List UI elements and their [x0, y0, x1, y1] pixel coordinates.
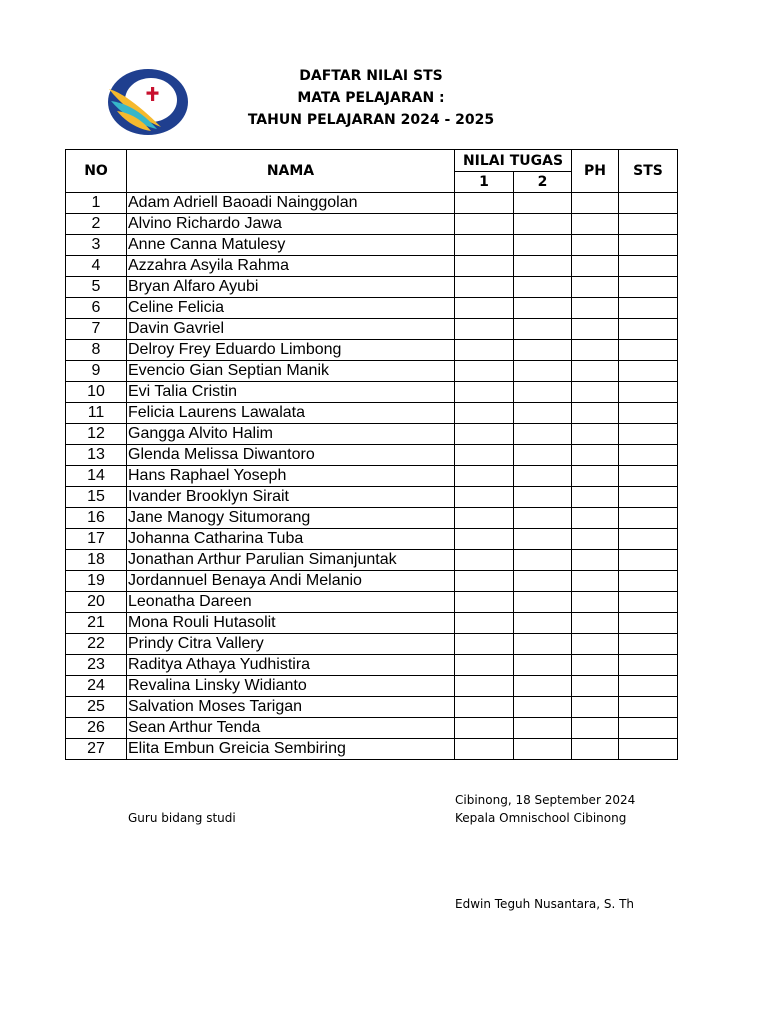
student-number: 22 [66, 634, 127, 655]
column-header-sts: STS [619, 150, 678, 193]
score-tugas-2[interactable] [514, 382, 572, 403]
student-name: Delroy Frey Eduardo Limbong [127, 340, 455, 361]
table-row [66, 298, 678, 319]
score-sts[interactable] [619, 550, 678, 571]
score-sts[interactable] [619, 676, 678, 697]
student-number: 24 [66, 676, 127, 697]
score-ph[interactable] [572, 340, 619, 361]
student-number: 8 [66, 340, 127, 361]
score-tugas-2[interactable] [514, 298, 572, 319]
table-row [66, 676, 678, 697]
score-sts[interactable] [619, 214, 678, 235]
table-row [66, 529, 678, 550]
score-sts[interactable] [619, 739, 678, 760]
score-tugas-1[interactable] [455, 319, 514, 340]
score-tugas-2[interactable] [514, 403, 572, 424]
score-tugas-1[interactable] [455, 466, 514, 487]
student-number: 7 [66, 319, 127, 340]
score-tugas-2[interactable] [514, 319, 572, 340]
table-row [66, 235, 678, 256]
score-sts[interactable] [619, 193, 678, 214]
table-row [66, 382, 678, 403]
score-tugas-2[interactable] [514, 676, 572, 697]
column-header-nilai-tugas: NILAI TUGAS [455, 150, 572, 172]
student-number: 1 [66, 193, 127, 214]
student-number: 20 [66, 592, 127, 613]
score-tugas-1[interactable] [455, 403, 514, 424]
student-number: 11 [66, 403, 127, 424]
score-sts[interactable] [619, 403, 678, 424]
score-sts[interactable] [619, 382, 678, 403]
score-tugas-2[interactable] [514, 655, 572, 676]
table-row [66, 277, 678, 298]
score-tugas-2[interactable] [514, 529, 572, 550]
table-row [66, 214, 678, 235]
table-row [66, 340, 678, 361]
score-ph[interactable] [572, 739, 619, 760]
score-ph[interactable] [572, 193, 619, 214]
student-name: Celine Felicia [127, 298, 455, 319]
score-ph[interactable] [572, 550, 619, 571]
student-number: 5 [66, 277, 127, 298]
score-ph[interactable] [572, 361, 619, 382]
student-number: 21 [66, 613, 127, 634]
score-ph[interactable] [572, 235, 619, 256]
student-number: 4 [66, 256, 127, 277]
student-name: Jordannuel Benaya Andi Melanio [127, 571, 455, 592]
score-sts[interactable] [619, 634, 678, 655]
score-ph[interactable] [572, 382, 619, 403]
table-row [66, 613, 678, 634]
score-ph[interactable] [572, 277, 619, 298]
score-ph[interactable] [572, 697, 619, 718]
score-tugas-1[interactable] [455, 592, 514, 613]
student-name: Anne Canna Matulesy [127, 235, 455, 256]
score-sts[interactable] [619, 340, 678, 361]
score-ph[interactable] [572, 256, 619, 277]
score-ph[interactable] [572, 718, 619, 739]
student-name: Elita Embun Greicia Sembiring [127, 739, 455, 760]
score-ph[interactable] [572, 592, 619, 613]
student-name: Evi Talia Cristin [127, 382, 455, 403]
score-ph[interactable] [572, 403, 619, 424]
student-number: 27 [66, 739, 127, 760]
score-tugas-2[interactable] [514, 256, 572, 277]
column-header-name: NAMA [127, 150, 455, 193]
score-tugas-1[interactable] [455, 193, 514, 214]
table-row [66, 487, 678, 508]
student-name: Azzahra Asyila Rahma [127, 256, 455, 277]
principal-label: Kepala Omnischool Cibinong [455, 811, 627, 825]
student-number: 6 [66, 298, 127, 319]
table-row [66, 319, 678, 340]
score-ph[interactable] [572, 487, 619, 508]
table-row [66, 550, 678, 571]
table-row [66, 634, 678, 655]
table-row [66, 571, 678, 592]
student-number: 14 [66, 466, 127, 487]
score-ph[interactable] [572, 214, 619, 235]
student-number: 19 [66, 571, 127, 592]
student-number: 16 [66, 508, 127, 529]
score-tugas-2[interactable] [514, 613, 572, 634]
score-ph[interactable] [572, 613, 619, 634]
score-tugas-2[interactable] [514, 193, 572, 214]
student-number: 15 [66, 487, 127, 508]
student-name: Ivander Brooklyn Sirait [127, 487, 455, 508]
column-header-tugas-1: 1 [455, 172, 514, 193]
table-row [66, 655, 678, 676]
score-sts[interactable] [619, 571, 678, 592]
score-tugas-2[interactable] [514, 634, 572, 655]
table-row [66, 403, 678, 424]
score-tugas-2[interactable] [514, 739, 572, 760]
table-row [66, 466, 678, 487]
score-tugas-1[interactable] [455, 718, 514, 739]
score-tugas-2[interactable] [514, 361, 572, 382]
column-header-no: NO [66, 150, 127, 193]
score-tugas-1[interactable] [455, 634, 514, 655]
score-ph[interactable] [572, 676, 619, 697]
student-number: 9 [66, 361, 127, 382]
score-tugas-2[interactable] [514, 424, 572, 445]
table-row [66, 718, 678, 739]
score-ph[interactable] [572, 634, 619, 655]
score-sts[interactable] [619, 235, 678, 256]
place-date: Cibinong, 18 September 2024 [455, 793, 636, 807]
student-number: 10 [66, 382, 127, 403]
score-tugas-1[interactable] [455, 487, 514, 508]
score-tugas-1[interactable] [455, 571, 514, 592]
student-name: Bryan Alfaro Ayubi [127, 277, 455, 298]
principal-name: Edwin Teguh Nusantara, S. Th [455, 897, 635, 911]
score-ph[interactable] [572, 529, 619, 550]
table-row [66, 256, 678, 277]
score-tugas-1[interactable] [455, 445, 514, 466]
student-name: Mona Rouli Hutasolit [127, 613, 455, 634]
column-header-ph: PH [572, 150, 619, 193]
score-ph[interactable] [572, 319, 619, 340]
score-sts[interactable] [619, 298, 678, 319]
student-name: Adam Adriell Baoadi Nainggolan [127, 193, 455, 214]
score-sts[interactable] [619, 256, 678, 277]
student-name: Johanna Catharina Tuba [127, 529, 455, 550]
student-name: Revalina Linsky Widianto [127, 676, 455, 697]
table-row [66, 508, 678, 529]
score-tugas-2[interactable] [514, 592, 572, 613]
score-sts[interactable] [619, 529, 678, 550]
student-name: Jonathan Arthur Parulian Simanjuntak [127, 550, 455, 571]
score-sts[interactable] [619, 319, 678, 340]
student-name: Alvino Richardo Jawa [127, 214, 455, 235]
table-row [66, 361, 678, 382]
student-name: Gangga Alvito Halim [127, 424, 455, 445]
score-tugas-2[interactable] [514, 508, 572, 529]
student-number: 23 [66, 655, 127, 676]
table-row [66, 193, 678, 214]
student-name: Davin Gavriel [127, 319, 455, 340]
score-sts[interactable] [619, 277, 678, 298]
student-number: 25 [66, 697, 127, 718]
student-number: 13 [66, 445, 127, 466]
student-name: Evencio Gian Septian Manik [127, 361, 455, 382]
student-number: 17 [66, 529, 127, 550]
score-sts[interactable] [619, 424, 678, 445]
score-sts[interactable] [619, 466, 678, 487]
score-sts[interactable] [619, 613, 678, 634]
column-header-tugas-2: 2 [514, 172, 572, 193]
grade-rows [66, 193, 678, 760]
score-tugas-1[interactable] [455, 277, 514, 298]
score-sts[interactable] [619, 655, 678, 676]
table-row [66, 424, 678, 445]
score-sts[interactable] [619, 697, 678, 718]
score-tugas-1[interactable] [455, 550, 514, 571]
score-ph[interactable] [572, 298, 619, 319]
score-tugas-1[interactable] [455, 697, 514, 718]
score-tugas-1[interactable] [455, 214, 514, 235]
score-tugas-1[interactable] [455, 508, 514, 529]
score-tugas-1[interactable] [455, 361, 514, 382]
score-ph[interactable] [572, 466, 619, 487]
score-tugas-1[interactable] [455, 613, 514, 634]
score-ph[interactable] [572, 571, 619, 592]
student-number: 26 [66, 718, 127, 739]
student-number: 18 [66, 550, 127, 571]
score-tugas-2[interactable] [514, 277, 572, 298]
score-tugas-2[interactable] [514, 235, 572, 256]
score-tugas-1[interactable] [455, 676, 514, 697]
score-tugas-2[interactable] [514, 340, 572, 361]
student-name: Jane Manogy Situmorang [127, 508, 455, 529]
score-tugas-2[interactable] [514, 214, 572, 235]
score-tugas-2[interactable] [514, 445, 572, 466]
student-name: Prindy Citra Vallery [127, 634, 455, 655]
student-name: Salvation Moses Tarigan [127, 697, 455, 718]
score-tugas-2[interactable] [514, 571, 572, 592]
student-name: Raditya Athaya Yudhistira [127, 655, 455, 676]
score-sts[interactable] [619, 445, 678, 466]
score-ph[interactable] [572, 445, 619, 466]
score-tugas-1[interactable] [455, 235, 514, 256]
score-tugas-1[interactable] [455, 298, 514, 319]
student-number: 2 [66, 214, 127, 235]
table-row [66, 739, 678, 760]
table-row [66, 445, 678, 466]
score-tugas-2[interactable] [514, 487, 572, 508]
score-ph[interactable] [572, 424, 619, 445]
subject-line: MATA PELAJARAN : [297, 90, 445, 106]
student-name: Glenda Melissa Diwantoro [127, 445, 455, 466]
academic-year: TAHUN PELAJARAN 2024 - 2025 [247, 112, 495, 128]
teacher-label: Guru bidang studi [128, 811, 236, 825]
grade-table [65, 149, 678, 760]
score-sts[interactable] [619, 592, 678, 613]
student-name: Sean Arthur Tenda [127, 718, 455, 739]
score-tugas-2[interactable] [514, 697, 572, 718]
score-tugas-2[interactable] [514, 718, 572, 739]
score-tugas-1[interactable] [455, 340, 514, 361]
score-sts[interactable] [619, 508, 678, 529]
score-tugas-2[interactable] [514, 466, 572, 487]
student-number: 12 [66, 424, 127, 445]
score-ph[interactable] [572, 655, 619, 676]
score-tugas-1[interactable] [455, 256, 514, 277]
table-row [66, 592, 678, 613]
student-number: 3 [66, 235, 127, 256]
score-sts[interactable] [619, 487, 678, 508]
score-tugas-1[interactable] [455, 382, 514, 403]
score-sts[interactable] [619, 718, 678, 739]
score-tugas-1[interactable] [455, 739, 514, 760]
score-sts[interactable] [619, 361, 678, 382]
document-title: DAFTAR NILAI STS [299, 68, 443, 84]
score-tugas-1[interactable] [455, 655, 514, 676]
score-ph[interactable] [572, 508, 619, 529]
student-name: Leonatha Dareen [127, 592, 455, 613]
score-tugas-1[interactable] [455, 424, 514, 445]
student-name: Felicia Laurens Lawalata [127, 403, 455, 424]
table-row [66, 697, 678, 718]
student-name: Hans Raphael Yoseph [127, 466, 455, 487]
score-tugas-2[interactable] [514, 550, 572, 571]
score-tugas-1[interactable] [455, 529, 514, 550]
